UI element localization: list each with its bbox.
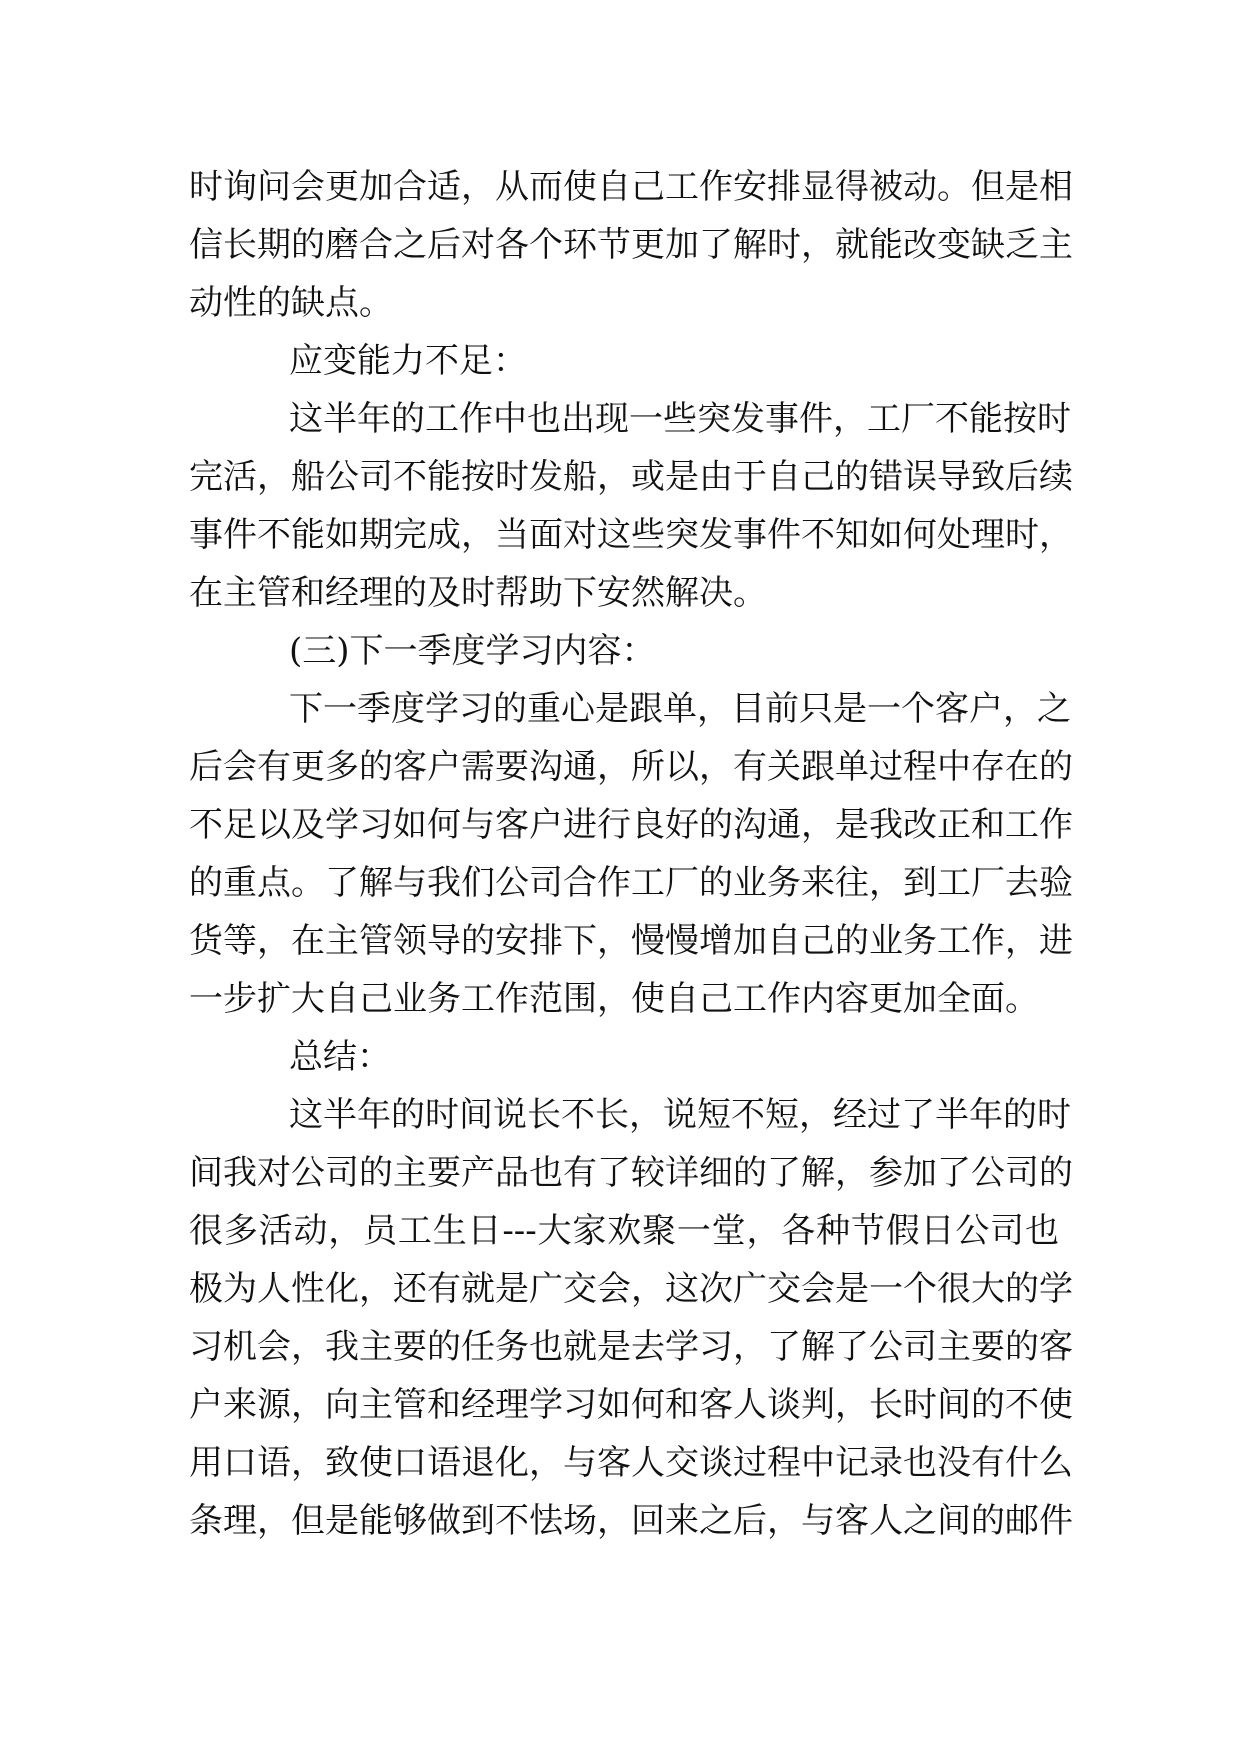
- text-line: 总结：: [289, 1037, 391, 1077]
- text-line: 户来源，向主管和经理学习如何和客人谈判，长时间的不使: [189, 1385, 1073, 1425]
- text-line: 用口语，致使口语退化，与客人交谈过程中记录也没有什么: [189, 1443, 1073, 1483]
- body-text: [189, 158, 1073, 1550]
- text-line: 动性的缺点。: [189, 283, 393, 323]
- text-line: 后会有更多的客户需要沟通，所以，有关跟单过程中存在的: [189, 747, 1073, 787]
- text-line: 在主管和经理的及时帮助下安然解决。: [189, 573, 767, 613]
- text-line: 信长期的磨合之后对各个环节更加了解时，就能改变缺乏主: [189, 225, 1073, 265]
- text-line: 习机会，我主要的任务也就是去学习，了解了公司主要的客: [189, 1327, 1073, 1367]
- text-line: 完活，船公司不能按时发船，或是由于自己的错误导致后续: [189, 457, 1073, 497]
- text-line: 货等，在主管领导的安排下，慢慢增加自己的业务工作，进: [189, 921, 1073, 961]
- text-line: 这半年的时间说长不长，说短不短，经过了半年的时: [289, 1095, 1071, 1135]
- text-line: 条理，但是能够做到不怯场，回来之后，与客人之间的邮件: [189, 1501, 1073, 1541]
- text-line: 不足以及学习如何与客户进行良好的沟通，是我改正和工作: [189, 805, 1073, 845]
- text-line: 时询问会更加合适，从而使自己工作安排显得被动。但是相: [189, 167, 1073, 207]
- text-line: 很多活动，员工生日---大家欢聚一堂，各种节假日公司也: [189, 1211, 1059, 1251]
- text-line: (三)下一季度学习内容：: [289, 631, 656, 671]
- text-line: 一步扩大自己业务工作范围，使自己工作内容更加全面。: [189, 979, 1039, 1019]
- text-line: 的重点。了解与我们公司合作工厂的业务来往，到工厂去验: [189, 863, 1073, 903]
- text-line: 这半年的工作中也出现一些突发事件，工厂不能按时: [289, 399, 1071, 439]
- text-line: 间我对公司的主要产品也有了较详细的了解，参加了公司的: [189, 1153, 1073, 1193]
- text-line: 极为人性化，还有就是广交会，这次广交会是一个很大的学: [189, 1269, 1073, 1309]
- text-line: 下一季度学习的重心是跟单，目前只是一个客户，之: [289, 689, 1071, 729]
- text-line: 应变能力不足：: [289, 341, 527, 381]
- text-line: 事件不能如期完成，当面对这些突发事件不知如何处理时，: [189, 515, 1073, 555]
